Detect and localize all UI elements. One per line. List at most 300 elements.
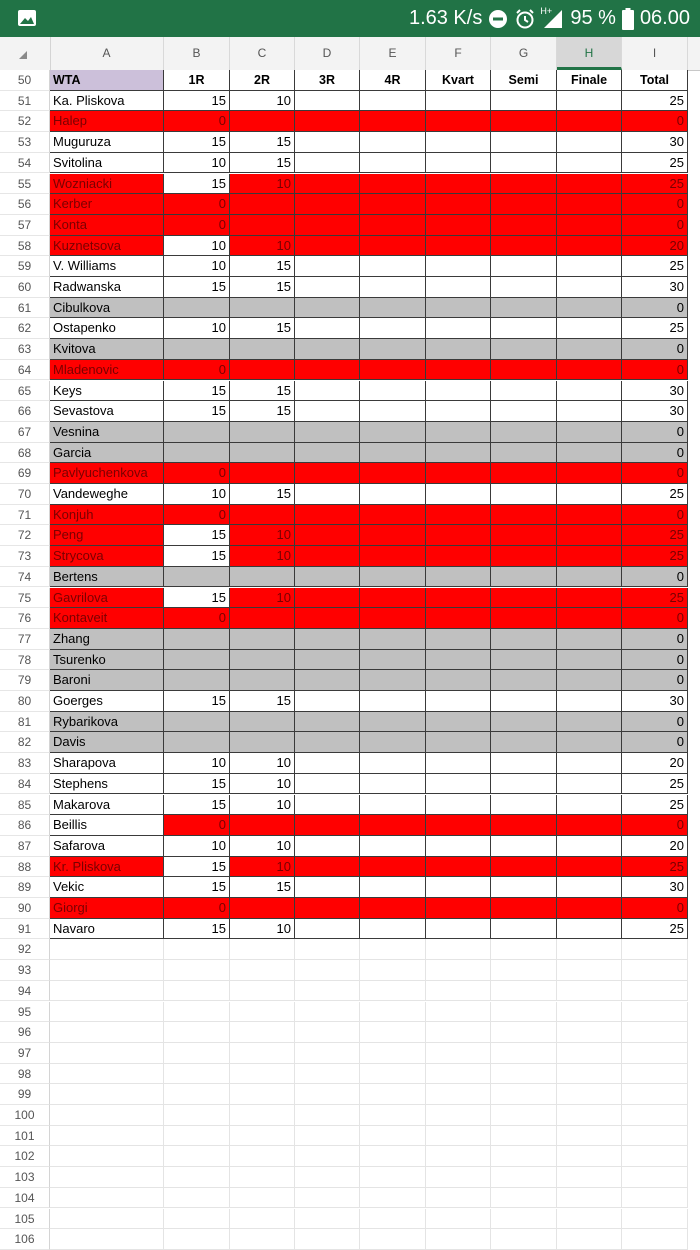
empty-cell[interactable] [426,960,491,981]
cell-e[interactable] [360,670,426,691]
empty-cell[interactable] [50,1146,164,1167]
cell-d[interactable] [295,795,360,816]
column-header-i[interactable]: I [622,37,688,70]
row-number[interactable]: 84 [0,774,50,795]
cell-h[interactable] [557,567,622,588]
round2-cell[interactable]: 15 [230,256,295,277]
round2-cell[interactable] [230,629,295,650]
cell-f[interactable] [426,194,491,215]
round2-cell[interactable]: 10 [230,525,295,546]
round2-cell[interactable] [230,650,295,671]
cell-e[interactable] [360,132,426,153]
cell-h[interactable] [557,670,622,691]
round2-cell[interactable] [230,608,295,629]
empty-cell[interactable] [360,1146,426,1167]
total-cell[interactable]: 0 [622,339,688,360]
round1-cell[interactable]: 15 [164,691,230,712]
cell-f[interactable] [426,588,491,609]
empty-cell[interactable] [426,1022,491,1043]
empty-cell[interactable] [230,1126,295,1147]
round1-cell[interactable] [164,629,230,650]
round2-cell[interactable] [230,298,295,319]
cell-f[interactable] [426,484,491,505]
cell-g[interactable] [491,401,557,422]
total-cell[interactable]: 0 [622,505,688,526]
cell-e[interactable] [360,174,426,195]
empty-cell[interactable] [426,939,491,960]
cell-h[interactable] [557,298,622,319]
empty-cell[interactable] [164,1064,230,1085]
cell-f[interactable] [426,298,491,319]
cell-h[interactable] [557,463,622,484]
total-cell[interactable]: 25 [622,256,688,277]
total-cell[interactable]: 0 [622,215,688,236]
round1-cell[interactable]: 0 [164,215,230,236]
cell-d[interactable] [295,318,360,339]
cell-f[interactable] [426,91,491,112]
player-name-cell[interactable]: Radwanska [50,277,164,298]
row-number[interactable]: 75 [0,588,50,609]
cell-d[interactable] [295,277,360,298]
round2-cell[interactable]: 15 [230,691,295,712]
round2-cell[interactable]: 10 [230,588,295,609]
cell-h[interactable] [557,153,622,174]
empty-cell[interactable] [491,1146,557,1167]
header-cell-i[interactable]: Total [622,70,688,91]
round1-cell[interactable]: 15 [164,381,230,402]
empty-cell[interactable] [164,981,230,1002]
cell-g[interactable] [491,546,557,567]
empty-cell[interactable] [557,1229,622,1250]
row-number[interactable]: 66 [0,401,50,422]
header-cell-f[interactable]: Kvart [426,70,491,91]
empty-cell[interactable] [557,1043,622,1064]
empty-cell[interactable] [50,1084,164,1105]
cell-g[interactable] [491,339,557,360]
empty-cell[interactable] [295,1146,360,1167]
row-number[interactable]: 95 [0,1002,50,1023]
round2-cell[interactable]: 15 [230,132,295,153]
empty-cell[interactable] [360,1105,426,1126]
cell-h[interactable] [557,339,622,360]
total-cell[interactable]: 25 [622,91,688,112]
empty-cell[interactable] [557,939,622,960]
row-number[interactable]: 87 [0,836,50,857]
row-number[interactable]: 90 [0,898,50,919]
row-number[interactable]: 71 [0,505,50,526]
cell-f[interactable] [426,650,491,671]
cell-e[interactable] [360,732,426,753]
cell-e[interactable] [360,91,426,112]
empty-cell[interactable] [295,1064,360,1085]
total-cell[interactable]: 30 [622,877,688,898]
round1-cell[interactable]: 15 [164,857,230,878]
round2-cell[interactable]: 15 [230,318,295,339]
round2-cell[interactable]: 15 [230,401,295,422]
cell-h[interactable] [557,381,622,402]
cell-d[interactable] [295,836,360,857]
empty-cell[interactable] [426,981,491,1002]
row-number[interactable]: 100 [0,1105,50,1126]
cell-f[interactable] [426,546,491,567]
player-name-cell[interactable]: Wozniacki [50,174,164,195]
cell-e[interactable] [360,877,426,898]
cell-d[interactable] [295,132,360,153]
round1-cell[interactable] [164,422,230,443]
empty-cell[interactable] [295,1022,360,1043]
cell-f[interactable] [426,422,491,443]
row-number[interactable]: 104 [0,1188,50,1209]
cell-d[interactable] [295,732,360,753]
cell-g[interactable] [491,774,557,795]
empty-cell[interactable] [360,1064,426,1085]
cell-f[interactable] [426,732,491,753]
player-name-cell[interactable]: Rybarikova [50,712,164,733]
empty-cell[interactable] [50,1126,164,1147]
empty-cell[interactable] [295,1167,360,1188]
cell-d[interactable] [295,567,360,588]
total-cell[interactable]: 25 [622,318,688,339]
row-number[interactable]: 79 [0,670,50,691]
round1-cell[interactable] [164,712,230,733]
player-name-cell[interactable]: Davis [50,732,164,753]
round2-cell[interactable] [230,732,295,753]
empty-cell[interactable] [360,1043,426,1064]
cell-h[interactable] [557,91,622,112]
cell-d[interactable] [295,919,360,940]
empty-cell[interactable] [360,1209,426,1230]
empty-cell[interactable] [426,1002,491,1023]
cell-e[interactable] [360,381,426,402]
cell-g[interactable] [491,256,557,277]
total-cell[interactable]: 25 [622,795,688,816]
total-cell[interactable]: 0 [622,298,688,319]
cell-g[interactable] [491,174,557,195]
cell-h[interactable] [557,484,622,505]
round2-cell[interactable] [230,111,295,132]
empty-cell[interactable] [230,1002,295,1023]
cell-h[interactable] [557,629,622,650]
empty-cell[interactable] [622,1022,688,1043]
empty-cell[interactable] [230,1188,295,1209]
row-number[interactable]: 65 [0,381,50,402]
round1-cell[interactable]: 0 [164,463,230,484]
cell-h[interactable] [557,194,622,215]
empty-cell[interactable] [295,1043,360,1064]
cell-d[interactable] [295,256,360,277]
row-number[interactable]: 91 [0,919,50,940]
round1-cell[interactable] [164,443,230,464]
header-cell-a[interactable]: WTA [50,70,164,91]
column-header-g[interactable]: G [491,37,557,70]
row-number[interactable]: 68 [0,443,50,464]
cell-h[interactable] [557,836,622,857]
round1-cell[interactable]: 10 [164,153,230,174]
cell-g[interactable] [491,877,557,898]
round2-cell[interactable] [230,339,295,360]
cell-d[interactable] [295,608,360,629]
cell-f[interactable] [426,753,491,774]
player-name-cell[interactable]: Kuznetsova [50,236,164,257]
empty-cell[interactable] [295,1084,360,1105]
empty-cell[interactable] [50,1167,164,1188]
player-name-cell[interactable]: Cibulkova [50,298,164,319]
total-cell[interactable]: 0 [622,650,688,671]
cell-d[interactable] [295,774,360,795]
total-cell[interactable]: 0 [622,670,688,691]
total-cell[interactable]: 30 [622,132,688,153]
empty-cell[interactable] [557,1002,622,1023]
empty-cell[interactable] [50,1229,164,1250]
cell-d[interactable] [295,215,360,236]
total-cell[interactable]: 0 [622,463,688,484]
player-name-cell[interactable]: Halep [50,111,164,132]
round1-cell[interactable]: 10 [164,256,230,277]
round1-cell[interactable] [164,650,230,671]
cell-d[interactable] [295,111,360,132]
empty-cell[interactable] [50,960,164,981]
empty-cell[interactable] [360,1229,426,1250]
total-cell[interactable]: 0 [622,712,688,733]
empty-cell[interactable] [164,1167,230,1188]
empty-cell[interactable] [230,981,295,1002]
row-number[interactable]: 101 [0,1126,50,1147]
empty-cell[interactable] [557,1126,622,1147]
cell-h[interactable] [557,608,622,629]
empty-cell[interactable] [426,1167,491,1188]
empty-cell[interactable] [557,1167,622,1188]
row-number[interactable]: 80 [0,691,50,712]
round1-cell[interactable]: 0 [164,608,230,629]
cell-d[interactable] [295,670,360,691]
row-number[interactable]: 93 [0,960,50,981]
round1-cell[interactable] [164,298,230,319]
cell-g[interactable] [491,857,557,878]
row-number[interactable]: 70 [0,484,50,505]
total-cell[interactable]: 25 [622,174,688,195]
empty-cell[interactable] [622,1002,688,1023]
player-name-cell[interactable]: Goerges [50,691,164,712]
empty-cell[interactable] [164,939,230,960]
player-name-cell[interactable]: Mladenovic [50,360,164,381]
round2-cell[interactable]: 10 [230,753,295,774]
cell-g[interactable] [491,132,557,153]
cell-h[interactable] [557,505,622,526]
cell-f[interactable] [426,339,491,360]
empty-cell[interactable] [295,981,360,1002]
cell-e[interactable] [360,236,426,257]
cell-e[interactable] [360,339,426,360]
column-header-b[interactable]: B [164,37,230,70]
cell-d[interactable] [295,898,360,919]
cell-d[interactable] [295,194,360,215]
cell-d[interactable] [295,484,360,505]
round1-cell[interactable]: 15 [164,525,230,546]
empty-cell[interactable] [360,981,426,1002]
empty-cell[interactable] [622,1229,688,1250]
empty-cell[interactable] [426,1188,491,1209]
empty-cell[interactable] [557,1188,622,1209]
empty-cell[interactable] [230,1209,295,1230]
player-name-cell[interactable]: Sharapova [50,753,164,774]
cell-d[interactable] [295,546,360,567]
round2-cell[interactable] [230,443,295,464]
player-name-cell[interactable]: Kontaveit [50,608,164,629]
cell-d[interactable] [295,360,360,381]
row-number[interactable]: 51 [0,91,50,112]
header-cell-d[interactable]: 3R [295,70,360,91]
empty-cell[interactable] [491,1188,557,1209]
cell-h[interactable] [557,443,622,464]
cell-d[interactable] [295,753,360,774]
cell-f[interactable] [426,857,491,878]
row-number[interactable]: 78 [0,650,50,671]
cell-g[interactable] [491,381,557,402]
cell-d[interactable] [295,857,360,878]
header-cell-h[interactable]: Finale [557,70,622,91]
total-cell[interactable]: 25 [622,525,688,546]
round2-cell[interactable]: 10 [230,546,295,567]
cell-h[interactable] [557,525,622,546]
player-name-cell[interactable]: Konjuh [50,505,164,526]
cell-d[interactable] [295,629,360,650]
player-name-cell[interactable]: Svitolina [50,153,164,174]
cell-h[interactable] [557,691,622,712]
cell-f[interactable] [426,277,491,298]
cell-h[interactable] [557,546,622,567]
cell-f[interactable] [426,174,491,195]
cell-e[interactable] [360,629,426,650]
empty-cell[interactable] [164,1043,230,1064]
cell-h[interactable] [557,877,622,898]
cell-e[interactable] [360,153,426,174]
empty-cell[interactable] [426,1084,491,1105]
cell-g[interactable] [491,194,557,215]
cell-f[interactable] [426,443,491,464]
total-cell[interactable]: 25 [622,484,688,505]
round2-cell[interactable] [230,567,295,588]
player-name-cell[interactable]: Muguruza [50,132,164,153]
cell-f[interactable] [426,836,491,857]
empty-cell[interactable] [491,939,557,960]
empty-cell[interactable] [491,1084,557,1105]
empty-cell[interactable] [50,1105,164,1126]
cell-e[interactable] [360,546,426,567]
cell-g[interactable] [491,463,557,484]
cell-h[interactable] [557,174,622,195]
empty-cell[interactable] [622,939,688,960]
cell-f[interactable] [426,670,491,691]
row-number[interactable]: 102 [0,1146,50,1167]
round1-cell[interactable]: 15 [164,795,230,816]
row-number[interactable]: 54 [0,153,50,174]
cell-d[interactable] [295,691,360,712]
cell-g[interactable] [491,505,557,526]
row-number[interactable]: 81 [0,712,50,733]
empty-cell[interactable] [491,1043,557,1064]
header-cell-e[interactable]: 4R [360,70,426,91]
empty-cell[interactable] [230,1167,295,1188]
round2-cell[interactable]: 10 [230,174,295,195]
header-cell-g[interactable]: Semi [491,70,557,91]
row-number[interactable]: 62 [0,318,50,339]
cell-g[interactable] [491,629,557,650]
cell-f[interactable] [426,608,491,629]
cell-f[interactable] [426,505,491,526]
cell-h[interactable] [557,277,622,298]
row-number[interactable]: 88 [0,857,50,878]
cell-g[interactable] [491,753,557,774]
cell-d[interactable] [295,339,360,360]
round1-cell[interactable] [164,732,230,753]
cell-f[interactable] [426,774,491,795]
empty-cell[interactable] [426,1126,491,1147]
cell-f[interactable] [426,629,491,650]
empty-cell[interactable] [557,1084,622,1105]
empty-cell[interactable] [360,1022,426,1043]
column-header-a[interactable]: A [50,37,164,70]
player-name-cell[interactable]: Ostapenko [50,318,164,339]
empty-cell[interactable] [426,1209,491,1230]
empty-cell[interactable] [164,1188,230,1209]
player-name-cell[interactable]: Baroni [50,670,164,691]
column-header-h[interactable]: H [557,37,622,70]
player-name-cell[interactable]: Vandeweghe [50,484,164,505]
round1-cell[interactable]: 10 [164,836,230,857]
cell-f[interactable] [426,525,491,546]
cell-d[interactable] [295,650,360,671]
cell-e[interactable] [360,401,426,422]
row-number[interactable]: 73 [0,546,50,567]
header-cell-c[interactable]: 2R [230,70,295,91]
cell-d[interactable] [295,381,360,402]
player-name-cell[interactable]: Garcia [50,443,164,464]
empty-cell[interactable] [50,1064,164,1085]
cell-e[interactable] [360,836,426,857]
empty-cell[interactable] [50,1002,164,1023]
cell-g[interactable] [491,567,557,588]
empty-cell[interactable] [295,939,360,960]
round1-cell[interactable]: 15 [164,774,230,795]
empty-cell[interactable] [360,1084,426,1105]
row-number[interactable]: 58 [0,236,50,257]
player-name-cell[interactable]: Tsurenko [50,650,164,671]
empty-cell[interactable] [557,1209,622,1230]
cell-f[interactable] [426,381,491,402]
total-cell[interactable]: 0 [622,422,688,443]
empty-cell[interactable] [230,939,295,960]
total-cell[interactable]: 30 [622,691,688,712]
empty-cell[interactable] [295,1188,360,1209]
cell-f[interactable] [426,712,491,733]
empty-cell[interactable] [491,1229,557,1250]
empty-cell[interactable] [622,1105,688,1126]
empty-cell[interactable] [557,960,622,981]
total-cell[interactable]: 25 [622,857,688,878]
round1-cell[interactable]: 0 [164,111,230,132]
cell-g[interactable] [491,712,557,733]
round2-cell[interactable]: 10 [230,236,295,257]
cell-e[interactable] [360,712,426,733]
column-header-f[interactable]: F [426,37,491,70]
round1-cell[interactable]: 15 [164,401,230,422]
cell-g[interactable] [491,111,557,132]
cell-f[interactable] [426,360,491,381]
cell-h[interactable] [557,132,622,153]
row-number[interactable]: 53 [0,132,50,153]
cell-e[interactable] [360,194,426,215]
cell-h[interactable] [557,401,622,422]
